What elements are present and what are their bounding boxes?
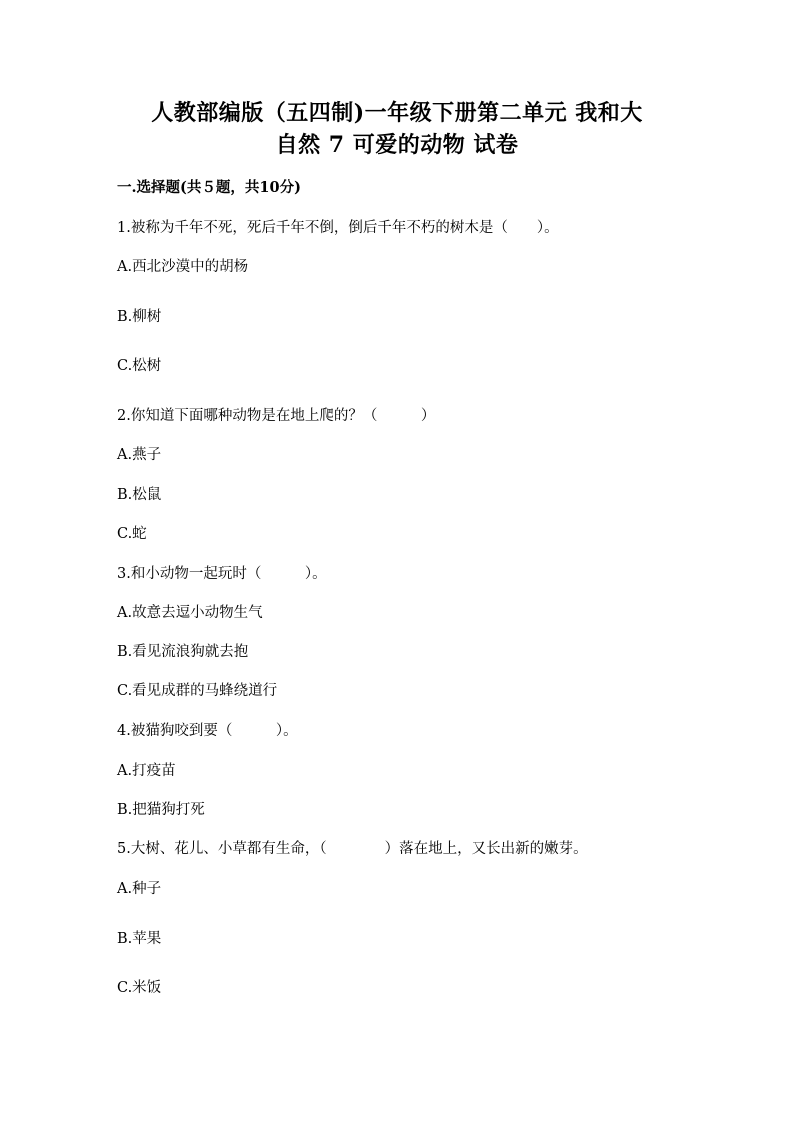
page-title-line-2: 自然 7 可爱的动物 试卷: [275, 132, 519, 158]
question-3-option-a: A.故意去逗小动物生气: [117, 605, 263, 621]
question-4-option-b: B.把猫狗打死: [117, 802, 205, 818]
question-4-stem: 4.被猫狗咬到要（ ）。: [117, 723, 298, 739]
question-1-option-c: C.松树: [117, 358, 162, 374]
question-4-option-a: A.打疫苗: [117, 763, 176, 779]
question-2-option-b: B.松鼠: [117, 487, 162, 503]
question-3-stem: 3.和小动物一起玩时（ ）。: [117, 566, 327, 582]
section-heading: 一.选择题(共５题，共10分): [117, 179, 301, 196]
question-5-option-a: A.种子: [117, 881, 162, 897]
question-2-stem: 2.你知道下面哪种动物是在地上爬的？（ ）: [117, 408, 436, 424]
question-5-option-b: B.苹果: [117, 931, 162, 947]
question-2-option-c: C.蛇: [117, 526, 147, 542]
question-3-option-b: B.看见流浪狗就去抱: [117, 644, 249, 660]
question-2-option-a: A.燕子: [117, 447, 162, 463]
page-title-line-1: 人教部编版（五四制)一年级下册第二单元 我和大: [151, 100, 643, 126]
question-5-option-c: C.米饭: [117, 980, 162, 996]
question-3-option-c: C.看见成群的马蜂绕道行: [117, 683, 278, 699]
question-1-option-a: A.西北沙漠中的胡杨: [117, 259, 249, 275]
question-1-option-b: B.柳树: [117, 309, 162, 325]
question-1-stem: 1.被称为千年不死，死后千年不倒，倒后千年不朽的树木是（ ）。: [117, 220, 559, 236]
question-5-stem: 5.大树、花儿、小草都有生命，（ ）落在地上，又长出新的嫩芽。: [117, 841, 588, 857]
